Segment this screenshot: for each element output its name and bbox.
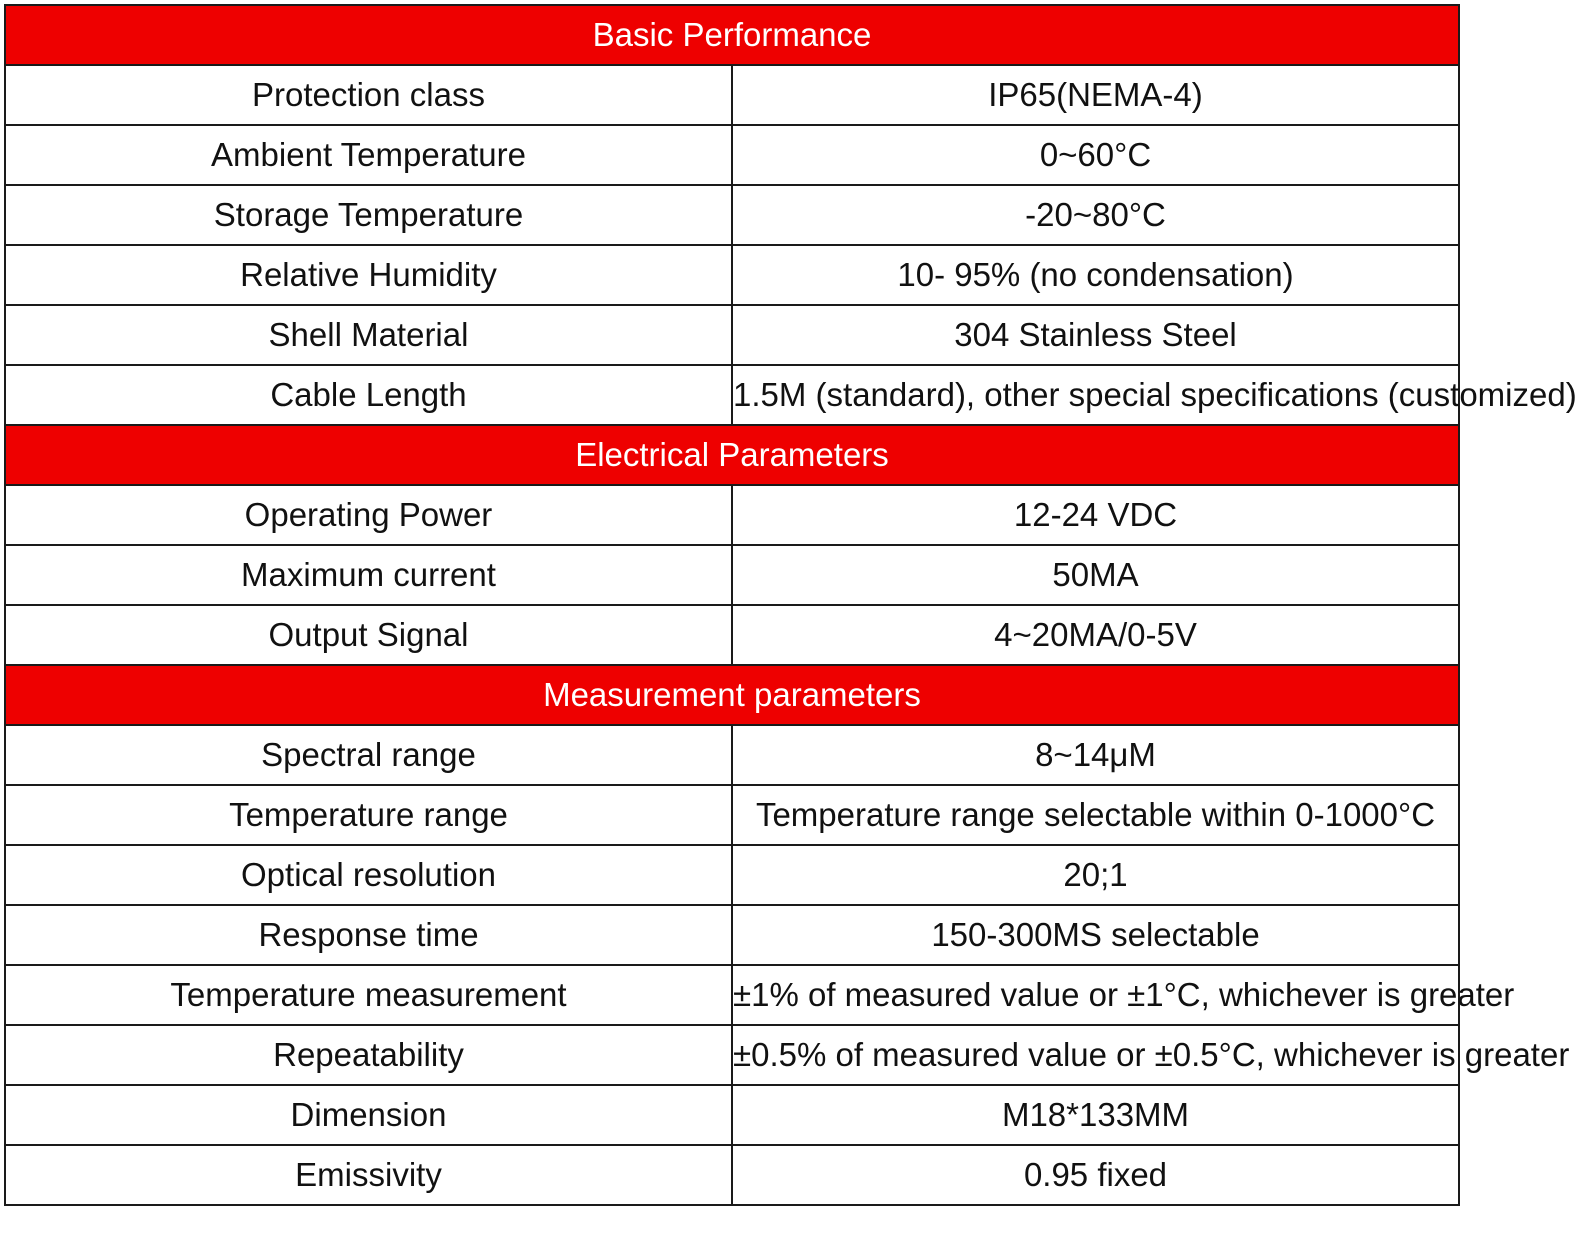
table-row [5,485,1459,545]
row-value: Temperature range selectable within 0-1000°C [732,785,1459,845]
table-row [5,965,1459,1025]
table-row [5,785,1459,845]
table-row [5,245,1459,305]
row-value: 0.95 fixed [732,1145,1459,1205]
section-header-row [5,5,1459,65]
table-row [5,1145,1459,1205]
section-header-row [5,425,1459,485]
row-label: Output Signal [5,605,732,665]
table-row [5,185,1459,245]
row-label: Shell Material [5,305,732,365]
row-label: Spectral range [5,725,732,785]
row-label: Protection class [5,65,732,125]
row-value: IP65(NEMA-4) [732,65,1459,125]
table-row [5,65,1459,125]
table-row [5,365,1459,425]
section-header-row [5,665,1459,725]
row-value: 20;1 [732,845,1459,905]
row-label: Relative Humidity [5,245,732,305]
table-row [5,125,1459,185]
section-title: Measurement parameters [5,665,1459,725]
row-label: Dimension [5,1085,732,1145]
spec-table [4,4,1577,1206]
row-value: ±1% of measured value or ±1°C, whichever is greater [732,965,1459,1025]
row-value: 10- 95% (no condensation) [732,245,1459,305]
row-label: Temperature range [5,785,732,845]
row-value: 12-24 VDC [732,485,1459,545]
row-value: 4~20MA/0-5V [732,605,1459,665]
table-row [5,1085,1459,1145]
table-row [5,905,1459,965]
table-row [5,545,1459,605]
table-row [5,845,1459,905]
row-label: Cable Length [5,365,732,425]
row-value: 8~14μM [732,725,1459,785]
row-label: Emissivity [5,1145,732,1205]
row-value: 50MA [732,545,1459,605]
row-value: -20~80°C [732,185,1459,245]
row-label: Response time [5,905,732,965]
row-value: 150-300MS selectable [732,905,1459,965]
section-title: Basic Performance [5,5,1459,65]
section-title: Electrical Parameters [5,425,1459,485]
row-value: 0~60°C [732,125,1459,185]
row-value: 304 Stainless Steel [732,305,1459,365]
row-value: M18*133MM [732,1085,1459,1145]
row-label: Maximum current [5,545,732,605]
row-label: Repeatability [5,1025,732,1085]
row-label: Temperature measurement [5,965,732,1025]
row-label: Optical resolution [5,845,732,905]
row-label: Ambient Temperature [5,125,732,185]
row-value: ±0.5% of measured value or ±0.5°C, whichever is greater [732,1025,1459,1085]
table-row [5,725,1459,785]
table-row [5,305,1459,365]
row-label: Storage Temperature [5,185,732,245]
table-row [5,1025,1459,1085]
table-row [5,605,1459,665]
row-value: 1.5M (standard), other special specifications (customized) [732,365,1459,425]
row-label: Operating Power [5,485,732,545]
